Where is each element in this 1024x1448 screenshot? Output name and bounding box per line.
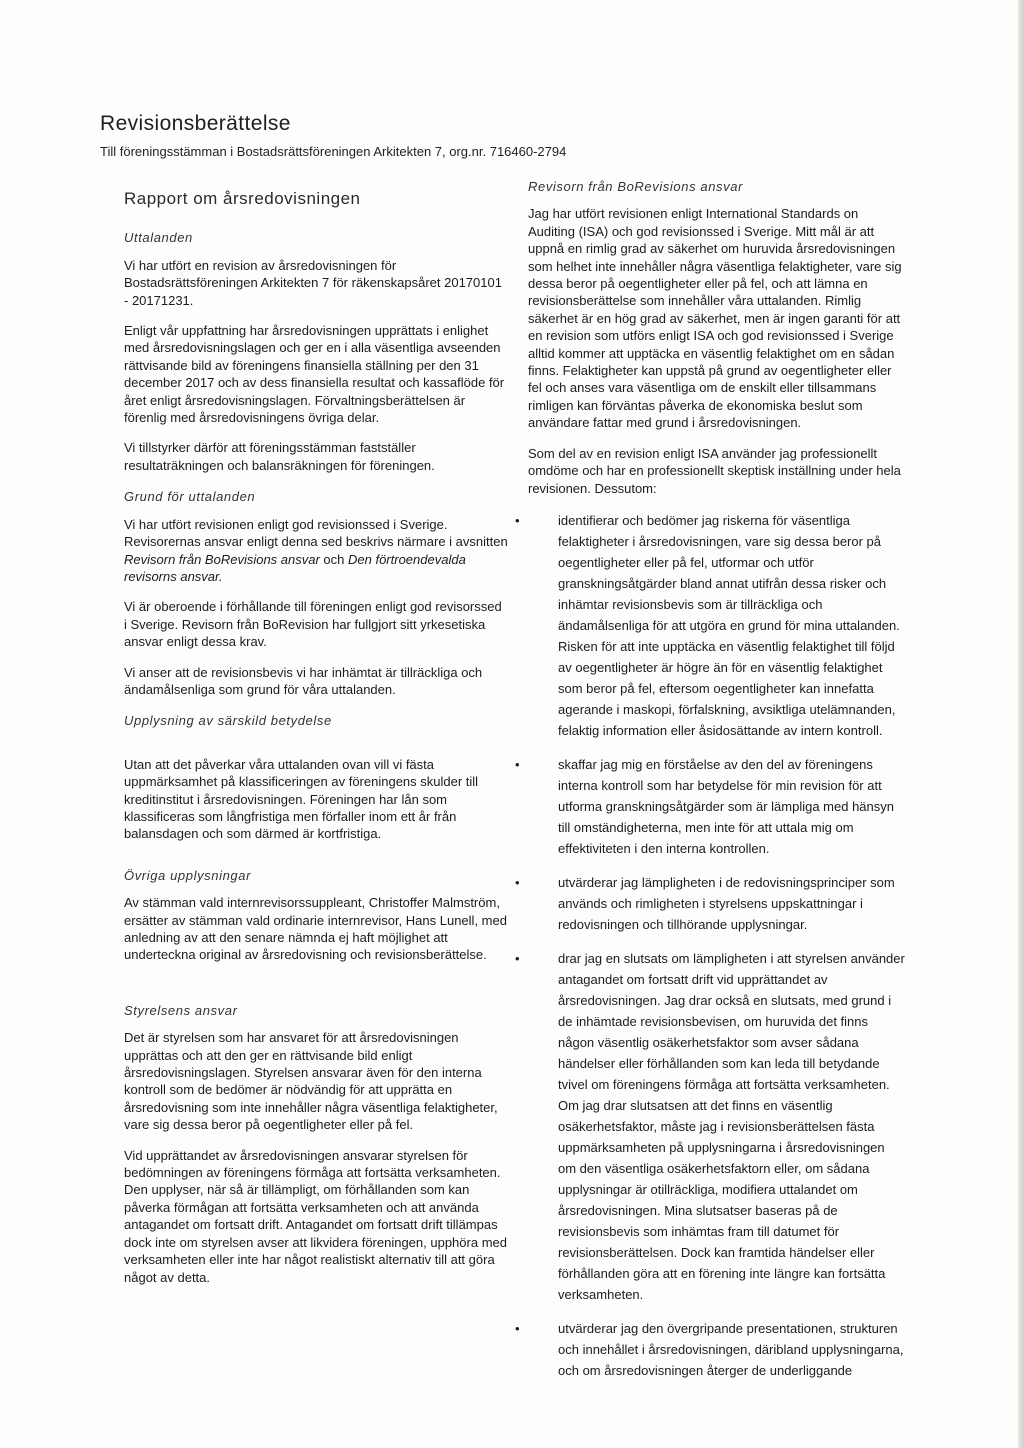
list-item-text: utvärderar jag lämpligheten i de redovisningsprinciper som används och rimligheten i styrelsens uppskattningar i redovisningen och tillhörande upplysningar. bbox=[558, 874, 895, 932]
list-item-text: utvärderar jag den övergripande presentationen, strukturen och innehållet i årsredovisningen, däribland upplysningarna, och om årsredovisningen återger de underliggande bbox=[558, 1320, 904, 1378]
list-item-text: identifierar och bedömer jag riskerna för väsentliga felaktigheter i årsredovisningen, vare sig dessa beror på oegentligheter eller på fel, utformar och utför granskningsåtgärder bland annat utifrån dessa risker och inhämtar revisionsbevis som är tillräckliga och ändamålsenliga för att utgöra en grund för mina uttalanden. Risken för att inte upptäcka en väsentlig felaktighet till följd av oegentligheter är högre än för en väsentlig felaktighet som beror på fel, eftersom oegentligheter kan innefatta agerande i maskopi, förfalskning, avsiktliga utelämnanden, felaktig information eller åsidosättande av intern kontroll. bbox=[558, 512, 900, 738]
paragraph: Vi har utfört en revision av årsredovisningen för Bostadsrättsföreningen Arkitekten 7 för räkenskapsåret 20170101 - 20171231. bbox=[124, 257, 502, 308]
bullet-icon: • bbox=[515, 950, 520, 966]
page-subtitle: Till föreningsstämman i Bostadsrättsföreningen Arkitekten 7, org.nr. 716460-2794 bbox=[100, 144, 567, 159]
bullet-icon: • bbox=[515, 756, 520, 772]
list-item bbox=[515, 510, 906, 741]
bullet-list bbox=[515, 510, 906, 1381]
paragraph: Enligt vår uppfattning har årsredovisningen upprättats i enlighet med årsredovisningslagen och ger en i alla väsentliga avseenden rättvisande bild av föreningens finansiella ställning per den 31 december 2017 och av dess finansiella resultat och kassaflöde för året enligt årsredovisningslagen. Förvaltningsberättelsen är förenlig med årsredovisningens övriga delar. bbox=[124, 323, 505, 426]
paragraph-text: Vi har utfört revisionen enligt god revisionssed i Sverige. Revisorernas ansvar enligt denna sed beskrivs närmare i avsnitten bbox=[124, 516, 508, 550]
list-item-text: drar jag en slutsats om lämpligheten i att styrelsen använder antagandet om fortsatt drift vid upprättandet av årsredovisningen. Jag drar också en slutsats, med grund i de inhämtade revisionsbevisen, om huruvida det finns någon väsentlig osäkerhetsfaktor som avser sådana händelser eller förhållanden som kan leda till betydande tvivel om föreningens förmåga att fortsätta verksamheten. Om jag drar slutsatsen att det finns en väsentlig osäkerhetsfaktor, måste jag i revisionsberättelsen fästa uppmärksamheten på upplysningarna i årsredovisningen om den väsentliga osäkerhetsfaktorn eller, om sådana upplysningar är otillräckliga, modifiera uttalandet om årsredovisningen. Mina slutsatser baseras på de revisionsbevis som inhämtas fram till datumet för revisionsberättelsen. Dock kan framtida händelser eller förhållanden göra att en förening inte längre kan fortsätta verksamheten. bbox=[558, 950, 905, 1302]
heading-ovriga: Övriga upplysningar bbox=[124, 867, 252, 883]
paragraph: Vid upprättandet av årsredovisningen ansvarar styrelsen för bedömningen av föreningens förmåga att fortsätta verksamheten. Den upplyser, när så är tillämpligt, om förhållanden som kan påverka förmågan att fortsätta verksamheten och att använda antagandet om fortsatt drift. Antagandet om fortsatt drift tillämpas dock inte om styrelsen avser att likvidera föreningen, upphöra med verksamheten eller inte har något realistiskt alternativ till att göra något av detta. bbox=[124, 1147, 507, 1285]
bullet-icon: • bbox=[515, 1320, 520, 1336]
section-title: Rapport om årsredovisningen bbox=[124, 189, 361, 208]
right-column bbox=[515, 178, 906, 1394]
section-reference: Revisorn från BoRevisions ansvar bbox=[124, 551, 320, 567]
heading-uttalanden: Uttalanden bbox=[124, 230, 193, 246]
bullet-icon: • bbox=[515, 874, 520, 890]
bullet-icon: • bbox=[515, 512, 520, 528]
paragraph: Som del av en revision enligt ISA använder jag professionellt omdöme och har en professionellt skeptisk inställning under hela revisionen. Dessutom: bbox=[528, 445, 901, 496]
list-item-text: skaffar jag mig en förståelse av den del av föreningens interna kontroll som har betydelse för min revision för att utforma granskningsåtgärder som är lämpliga med hänsyn till omständigheterna, men inte för att uttala mig om effektiviteten i den interna kontrollen. bbox=[558, 756, 895, 856]
left-column bbox=[124, 190, 508, 1299]
paragraph-text: och bbox=[319, 551, 348, 567]
list-item bbox=[515, 948, 906, 1305]
heading-styrelsens: Styrelsens ansvar bbox=[124, 1002, 238, 1018]
paragraph: Vi anser att de revisionsbevis vi har inhämtat är tillräckliga och ändamålsenliga som grund för våra uttalanden. bbox=[124, 664, 483, 697]
list-item bbox=[515, 872, 906, 935]
list-item bbox=[515, 1318, 906, 1381]
paragraph: Av stämman vald internrevisorssuppleant, Christoffer Malmström, ersätter av stämman vald ordinarie internrevisor, Hans Lunell, med anledning av att den senare nämnda ej haft möjlighet att underteckna original av årsredovisning och revisionsberättelse. bbox=[124, 895, 507, 963]
paragraph: Utan att det påverkar våra uttalanden ovan vill vi fästa uppmärksamhet på klassificeringen av föreningens skulder till kreditinstitut i årsredovisningen. Föreningen har lån som klassificeras som långfristiga men förfaller inom ett år från balansdagen och som därmed är kortfristiga. bbox=[124, 756, 479, 842]
paragraph: Jag har utfört revisionen enligt International Standards on Auditing (ISA) och god revisionssed i Sverige. Mitt mål är att uppnå en rimlig grad av säkerhet om huruvida årsredovisningen som helhet inte innehåller några väsentliga felaktigheter, vare sig dessa beror på oegentligheter eller på fel, och att lämna en revisionsberättelse som innehåller våra uttalanden. Rimlig säkerhet är en hög grad av säkerhet, men är ingen garanti för att en revision som utförs enligt ISA och god revisionssed i Sverige alltid kommer att upptäcka en väsentlig felaktighet om en sådan finns. Felaktigheter kan uppstå på grund av oegentligheter eller fel och anses vara väsentliga om de enskilt eller tillsammans rimligen kan förväntas påverka de ekonomiska beslut som användare fattar med grund i årsredovisningen. bbox=[528, 206, 902, 431]
section-reference: Den förtroendevalda revisorns ansvar. bbox=[124, 551, 466, 584]
list-item bbox=[515, 754, 906, 859]
paragraph: Vi är oberoende i förhållande till föreningen enligt god revisorssed i Sverige. Revisorn från BoRevision har fullgjort sitt yrkesetiska ansvar enligt dessa krav. bbox=[124, 599, 502, 650]
paragraph: Det är styrelsen som har ansvaret för att årsredovisningen upprättas och att den ger en rättvisande bild enligt årsredovisningslagen. Styrelsen ansvarar även för den interna kontroll som de bedömer är nödvändig för att upprätta en årsredovisning som inte innehåller några väsentliga felaktigheter, vare sig dessa beror på oegentligheter eller på fel. bbox=[124, 1030, 498, 1133]
page-title: Revisionsberättelse bbox=[100, 112, 291, 135]
page-edge-shadow bbox=[1018, 0, 1024, 1448]
heading-revisorns-ansvar: Revisorn från BoRevisions ansvar bbox=[528, 179, 744, 194]
heading-grund: Grund för uttalanden bbox=[124, 489, 256, 505]
paragraph bbox=[124, 516, 508, 586]
heading-upplysning: Upplysning av särskild betydelse bbox=[124, 713, 332, 729]
paragraph: Vi tillstyrker därför att föreningsstämman fastställer resultaträkningen och balansräkningen för föreningen. bbox=[124, 440, 435, 473]
